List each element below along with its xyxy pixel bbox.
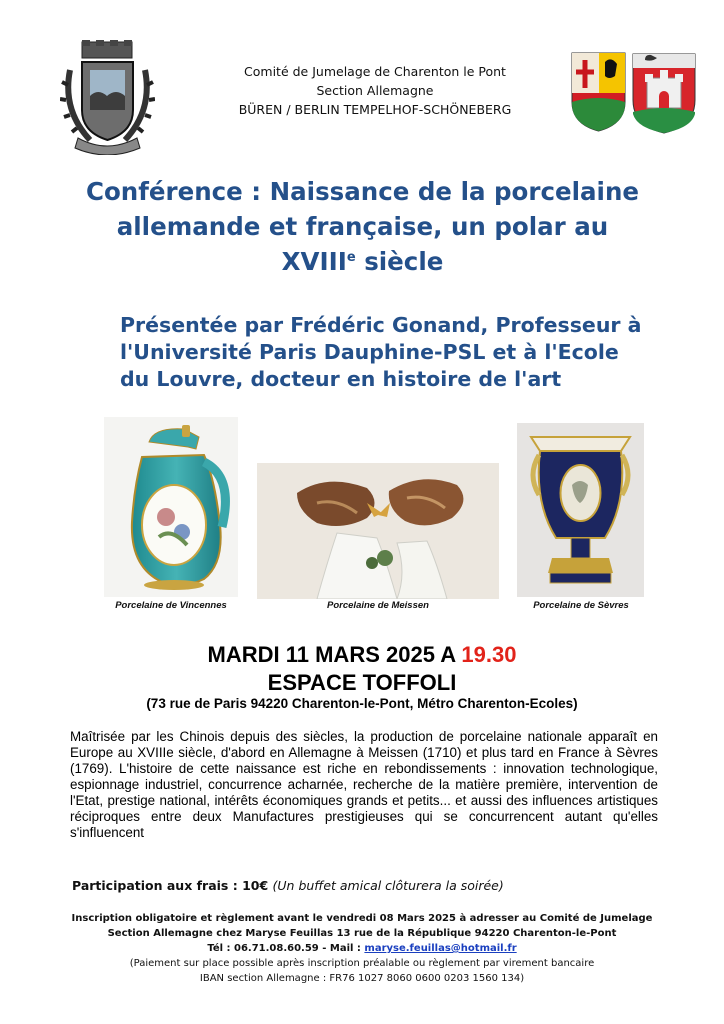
caption-sevres: Porcelaine de Sèvres xyxy=(533,600,629,611)
footer-line-2: Section Allemagne chez Maryse Feuillas 13 rue de la République 94220 Charenton-le-Pont xyxy=(107,928,617,939)
footer-line-1: Inscription obligatoire et règlement avant le vendredi 08 Mars 2025 à adresser au Comité de Jumelage xyxy=(71,913,653,924)
footer-line-3 xyxy=(50,941,674,956)
vincennes-porcelain-image xyxy=(104,417,238,597)
participation-fee xyxy=(72,878,632,893)
event-date xyxy=(40,642,684,668)
event-venue: ESPACE TOFFOLI xyxy=(267,670,457,695)
caption-vincennes: Porcelaine de Vincennes xyxy=(115,600,227,611)
fee-note: (Un buffet amical clôturera la soirée) xyxy=(272,878,504,893)
registration-footer xyxy=(50,911,674,986)
footer-line-5: IBAN section Allemagne : FR76 1027 8060 0600 0203 1560 134) xyxy=(199,973,525,984)
fee-label: Participation aux frais : 10€ xyxy=(72,878,273,893)
org-line-1: Comité de Jumelage de Charenton le Pont xyxy=(244,64,506,79)
org-line-3: BÜREN / BERLIN TEMPELHOF-SCHÖNEBERG xyxy=(238,102,512,117)
presenter-line-1: Présentée par Frédéric Gonand, Professeur à xyxy=(120,313,642,337)
presenter-block xyxy=(120,312,680,393)
bueren-coat-of-arms-icon xyxy=(571,52,626,132)
title-siecle: siècle xyxy=(355,247,444,276)
presenter-line-3: du Louvre, docteur en histoire de l'art xyxy=(120,367,562,391)
organization-header xyxy=(150,62,600,119)
footer-line-4: (Paiement sur place possible après inscription préalable ou règlement par virement bancaire xyxy=(129,958,595,969)
conference-title xyxy=(60,174,665,279)
event-date-text: MARDI 11 MARS 2025 A xyxy=(207,642,462,667)
event-time: 19.30 xyxy=(461,642,517,667)
charenton-coat-of-arms-icon xyxy=(60,40,155,155)
title-line-3 xyxy=(60,244,665,279)
title-century-sup: e xyxy=(346,250,356,265)
org-line-2: Section Allemagne xyxy=(316,83,434,98)
sevres-porcelain-image xyxy=(517,423,644,597)
email-link[interactable]: maryse.feuillas@hotmail.fr xyxy=(364,943,517,954)
title-line-1: Conférence : Naissance de la porcelaine xyxy=(85,177,640,206)
tempelhof-schoeneberg-coat-of-arms-icon xyxy=(631,52,697,134)
porcelain-vase-icon xyxy=(517,423,644,597)
porcelain-birds-icon xyxy=(257,463,499,599)
meissen-porcelain-image xyxy=(257,463,499,599)
porcelain-jug-icon xyxy=(104,417,238,597)
description-paragraph: Maîtrisée par les Chinois depuis des siècles, la production de porcelaine nationale apparaît en Europe au XVIIIe siècle, d'abord en Allemagne à Meissen (1710) et plus tard en France à Sèvres (1769). L'histoire de cette naissance est riche en rebondissements : innovation technologique, espionnage industriel, concurrence acharnée, recherche de la matière première, intervention de l'Etat, prestige national, intérêts économiques grands et petits... et aussi des influences artistiques réciproques entre deux Manufactures prestigieuses qui se concurrencent autant qu'elles s'influencent xyxy=(70,729,658,840)
event-address: (73 rue de Paris 94220 Charenton-le-Pont, Métro Charenton-Ecoles) xyxy=(146,696,578,711)
title-line-2: allemande et française, un polar au xyxy=(116,212,609,241)
caption-meissen: Porcelaine de Meissen xyxy=(327,600,429,611)
footer-phone: Tél : 06.71.08.60.59 - Mail : xyxy=(207,943,365,954)
title-century: XVIII xyxy=(281,247,347,276)
presenter-line-2: l'Université Paris Dauphine-PSL et à l'Ecole xyxy=(120,340,619,364)
